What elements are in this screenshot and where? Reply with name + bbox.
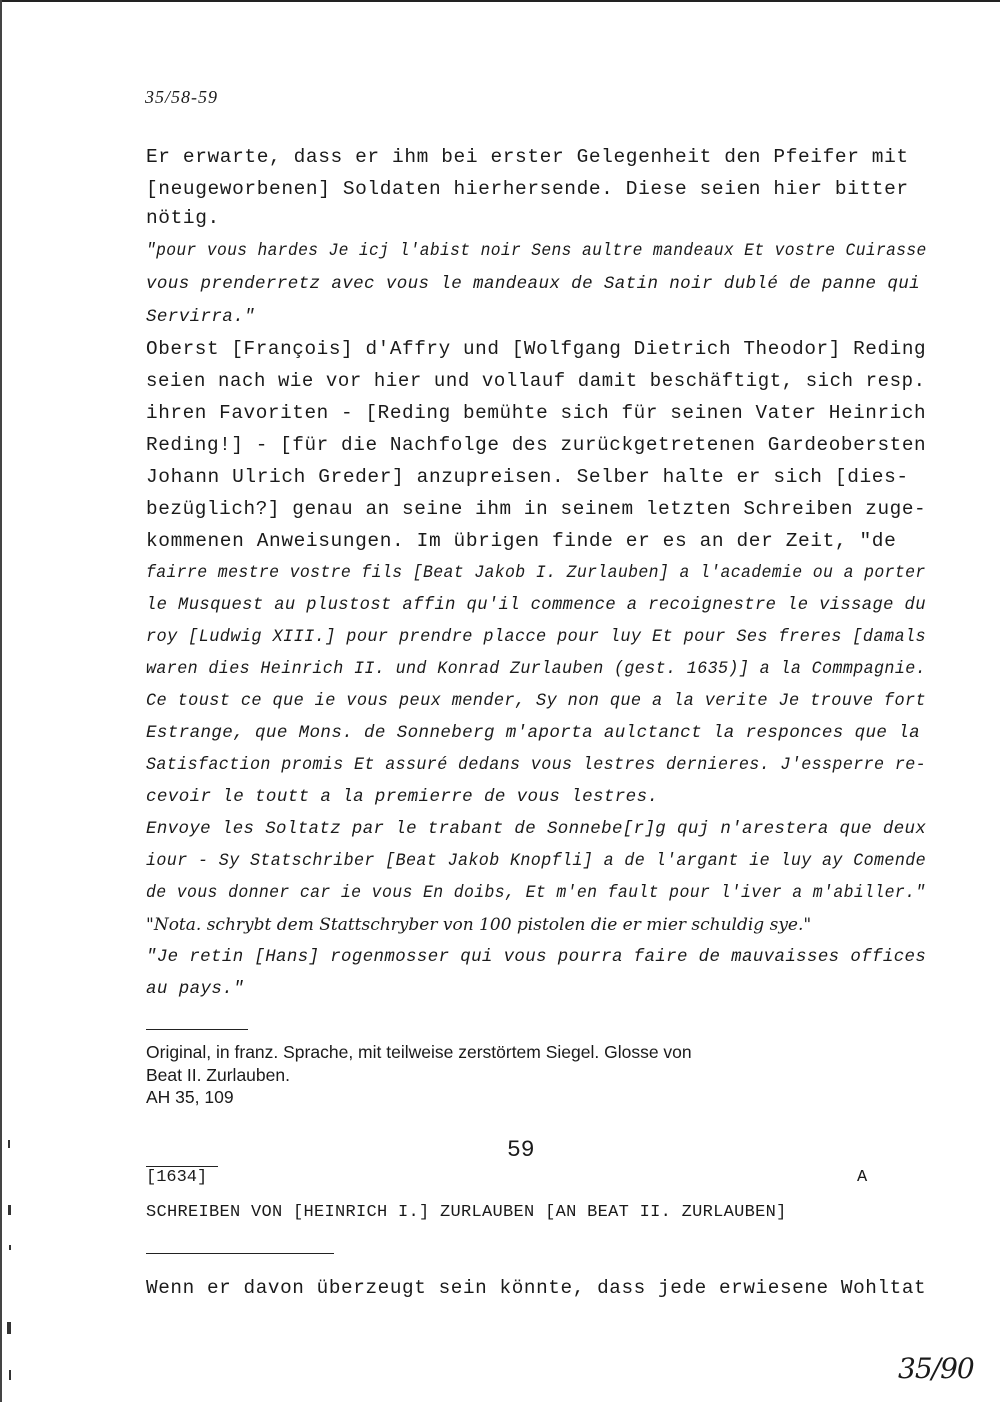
source-note-line: AH 35, 109 bbox=[146, 1087, 234, 1107]
body-line: Estrange, que Mons. de Sonneberg m'aporta aulctanct la responces que la bbox=[146, 723, 921, 743]
scan-speck bbox=[8, 1205, 11, 1215]
body-line: "Je retin [Hans] rogenmosser qui vous pourra faire de mauvaisses offices bbox=[146, 947, 927, 967]
title-divider bbox=[146, 1253, 334, 1254]
body-line: seien nach wie vor hier und vollauf damit beschäftigt, sich resp. bbox=[146, 370, 926, 392]
document-date: [1634] bbox=[146, 1168, 208, 1187]
body-line: Oberst [François] d'Affry und [Wolfgang Dietrich Theodor] Reding bbox=[146, 338, 927, 360]
scan-border-left bbox=[0, 0, 2, 1402]
body-line: le Musquest au plustost affin qu'il commence a recoignestre le vissage du bbox=[146, 595, 926, 615]
source-note-line: Beat II. Zurlauben. bbox=[146, 1065, 290, 1085]
date-overline bbox=[146, 1166, 218, 1167]
document-first-line: Wenn er davon überzeugt sein könnte, dass jede erwiesene Wohltat bbox=[146, 1277, 927, 1299]
scan-speck bbox=[9, 1370, 11, 1380]
body-line: Ce toust ce que ie vous peux mender, Sy non que a la verite Je trouve fort bbox=[146, 691, 927, 711]
scan-speck bbox=[8, 1140, 10, 1148]
body-line: Envoye les Soltatz par le trabant de Sonnebe[r]g quj n'arestera que deux bbox=[146, 819, 927, 839]
body-line: roy [Ludwig XIII.] pour prendre placce pour luy Et pour Ses freres [damals bbox=[146, 627, 927, 647]
body-line: vous prenderretz avec vous le mandeaux de Satin noir dublé de panne qui bbox=[146, 274, 921, 294]
handwritten-folio-mark: 35/90 bbox=[898, 1352, 974, 1385]
scan-speck bbox=[7, 1322, 11, 1334]
document-title: SCHREIBEN VON [HEINRICH I.] ZURLAUBEN [AN BEAT II. ZURLAUBEN] bbox=[146, 1203, 787, 1222]
body-line: Er erwarte, dass er ihm bei erster Gelegenheit den Pfeifer mit bbox=[146, 146, 909, 168]
body-line: ihren Favoriten - [Reding bemühte sich für seinen Vater Heinrich bbox=[146, 402, 927, 424]
body-line: Satisfaction promis Et assuré dedans vous lestres dernieres. J'essperre re- bbox=[146, 755, 927, 775]
body-line: au pays." bbox=[146, 979, 245, 999]
body-line: "Nota. schrybt dem Stattschryber von 100 pistolen die er mier schuldig sye." bbox=[146, 915, 812, 935]
body-line: [neugeworbenen] Soldaten hierhersende. Diese seien hier bitter bbox=[146, 178, 909, 200]
scan-speck bbox=[9, 1245, 11, 1250]
body-line: Servirra." bbox=[146, 307, 256, 327]
body-line: Johann Ulrich Greder] anzupreisen. Selber halte er sich [dies- bbox=[146, 466, 909, 488]
body-line: kommenen Anweisungen. Im übrigen finde er es an der Zeit, "de bbox=[146, 530, 897, 552]
document-number: 59 bbox=[507, 1137, 535, 1163]
section-divider bbox=[146, 1029, 248, 1030]
body-line: Reding!] - [für die Nachfolge des zurückgetretenen Gardeobersten bbox=[146, 434, 927, 456]
body-line: waren dies Heinrich II. und Konrad Zurlauben (gest. 1635)] a la Commpagnie. bbox=[146, 659, 927, 679]
body-line: cevoir le toutt a la premierre de vous lestres. bbox=[146, 787, 659, 807]
body-line: de vous donner car ie vous En doibs, Et m'en fault pour l'iver a m'abiller." bbox=[146, 883, 926, 903]
body-line: nötig. bbox=[146, 207, 220, 229]
body-line: bezüglich?] genau an seine ihm in seinem letzten Schreiben zuge- bbox=[146, 498, 927, 520]
scan-border-top bbox=[0, 0, 1000, 2]
body-line: fairre mestre vostre fils [Beat Jakob I. Zurlauben] a l'academie ou a porter bbox=[146, 563, 926, 583]
page-number: 35/58-59 bbox=[145, 87, 218, 107]
document-letter: A bbox=[857, 1168, 868, 1187]
body-line: iour - Sy Statschriber [Beat Jakob Knopfli] a de l'argant ie luy ay Comende bbox=[146, 851, 927, 871]
body-line: "pour vous hardes Je icj l'abist noir Sens aultre mandeaux Et vostre Cuirasse bbox=[146, 241, 927, 261]
source-note-line: Original, in franz. Sprache, mit teilweise zerstörtem Siegel. Glosse von bbox=[146, 1042, 692, 1062]
